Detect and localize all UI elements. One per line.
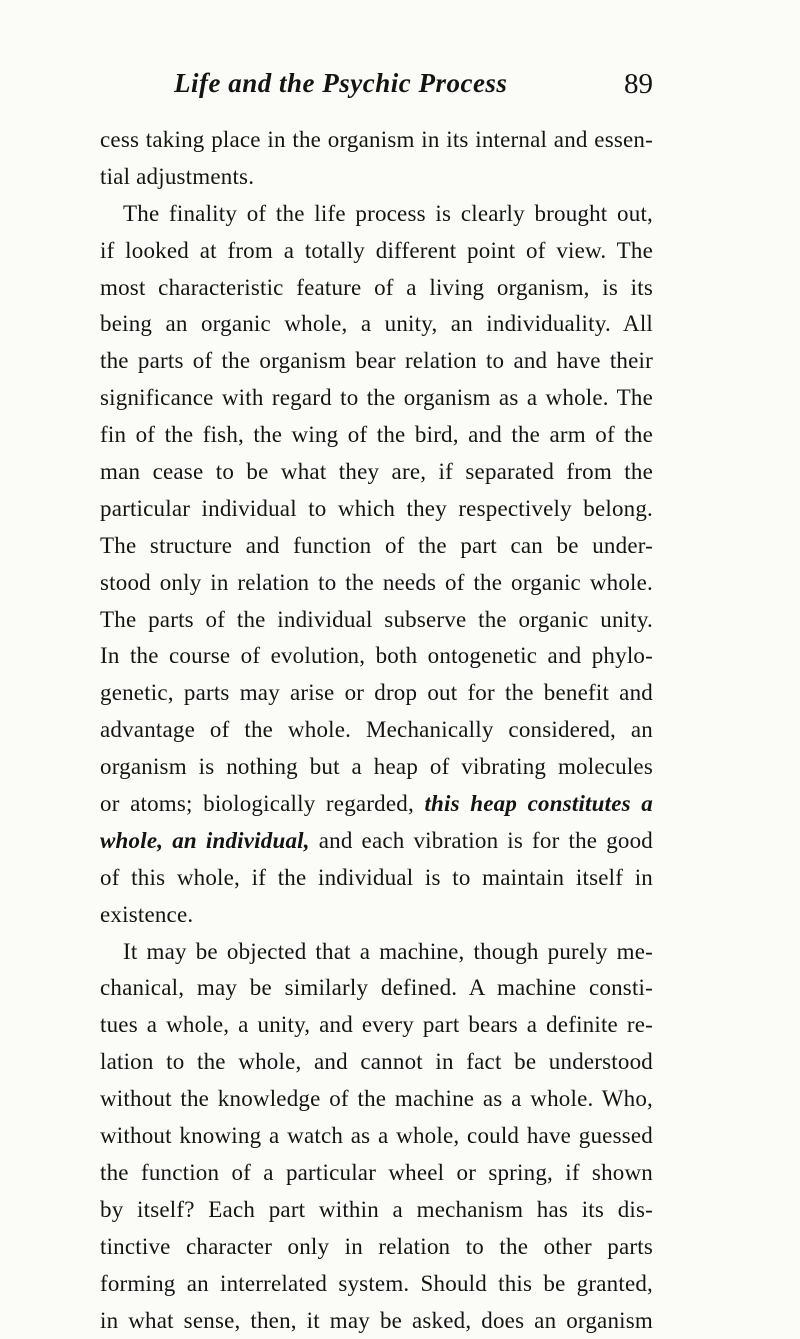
text-line: particular individual to which they respectively belong. xyxy=(100,491,653,528)
text-line xyxy=(100,823,653,860)
body-text xyxy=(100,122,653,1339)
text-run: and each vibration is for the good xyxy=(310,828,653,853)
text-line: advantage of the whole. Mechanically considered, an xyxy=(100,712,653,749)
italic-emphasis: whole, an individual, xyxy=(100,828,310,853)
text-line: genetic, parts may arise or drop out for the benefit and xyxy=(100,675,653,712)
page-number: 89 xyxy=(624,68,653,101)
text-line: without the knowledge of the machine as a whole. Who, xyxy=(100,1081,653,1118)
text-line: of this whole, if the individual is to maintain itself in xyxy=(100,860,653,897)
text-line: It may be objected that a machine, though purely me- xyxy=(100,934,653,971)
running-title: Life and the Psychic Process xyxy=(174,68,507,99)
text-line: most characteristic feature of a living organism, is its xyxy=(100,270,653,307)
text-line: tinctive character only in relation to the other parts xyxy=(100,1229,653,1266)
text-line: tues a whole, a unity, and every part bears a definite re- xyxy=(100,1007,653,1044)
text-line: significance with regard to the organism as a whole. The xyxy=(100,380,653,417)
text-line: tial adjustments. xyxy=(100,159,653,196)
text-line: lation to the whole, and cannot in fact be understood xyxy=(100,1044,653,1081)
running-head xyxy=(100,68,653,108)
text-line: the parts of the organism bear relation to and have their xyxy=(100,343,653,380)
text-line: without knowing a watch as a whole, could have guessed xyxy=(100,1118,653,1155)
text-line xyxy=(100,786,653,823)
text-line: existence. xyxy=(100,897,653,934)
text-run: or atoms; biologically regarded, xyxy=(100,791,424,816)
text-line: The parts of the individual subserve the organic unity. xyxy=(100,602,653,639)
text-line: stood only in relation to the needs of the organic whole. xyxy=(100,565,653,602)
text-line: In the course of evolution, both ontogenetic and phylo- xyxy=(100,638,653,675)
text-line: The finality of the life process is clearly brought out, xyxy=(100,196,653,233)
text-line: chanical, may be similarly defined. A machine consti- xyxy=(100,970,653,1007)
text-line: in what sense, then, it may be asked, does an organism xyxy=(100,1303,653,1339)
text-line: forming an interrelated system. Should this be granted, xyxy=(100,1266,653,1303)
text-line: by itself? Each part within a mechanism has its dis- xyxy=(100,1192,653,1229)
text-line: the function of a particular wheel or spring, if shown xyxy=(100,1155,653,1192)
text-line: The structure and function of the part can be under- xyxy=(100,528,653,565)
text-line: organism is nothing but a heap of vibrating molecules xyxy=(100,749,653,786)
text-line: being an organic whole, a unity, an individuality. All xyxy=(100,306,653,343)
text-line: fin of the fish, the wing of the bird, and the arm of the xyxy=(100,417,653,454)
text-line: cess taking place in the organism in its internal and essen- xyxy=(100,122,653,159)
text-line: if looked at from a totally different point of view. The xyxy=(100,233,653,270)
text-line: man cease to be what they are, if separated from the xyxy=(100,454,653,491)
italic-emphasis: this heap constitutes a xyxy=(424,791,653,816)
